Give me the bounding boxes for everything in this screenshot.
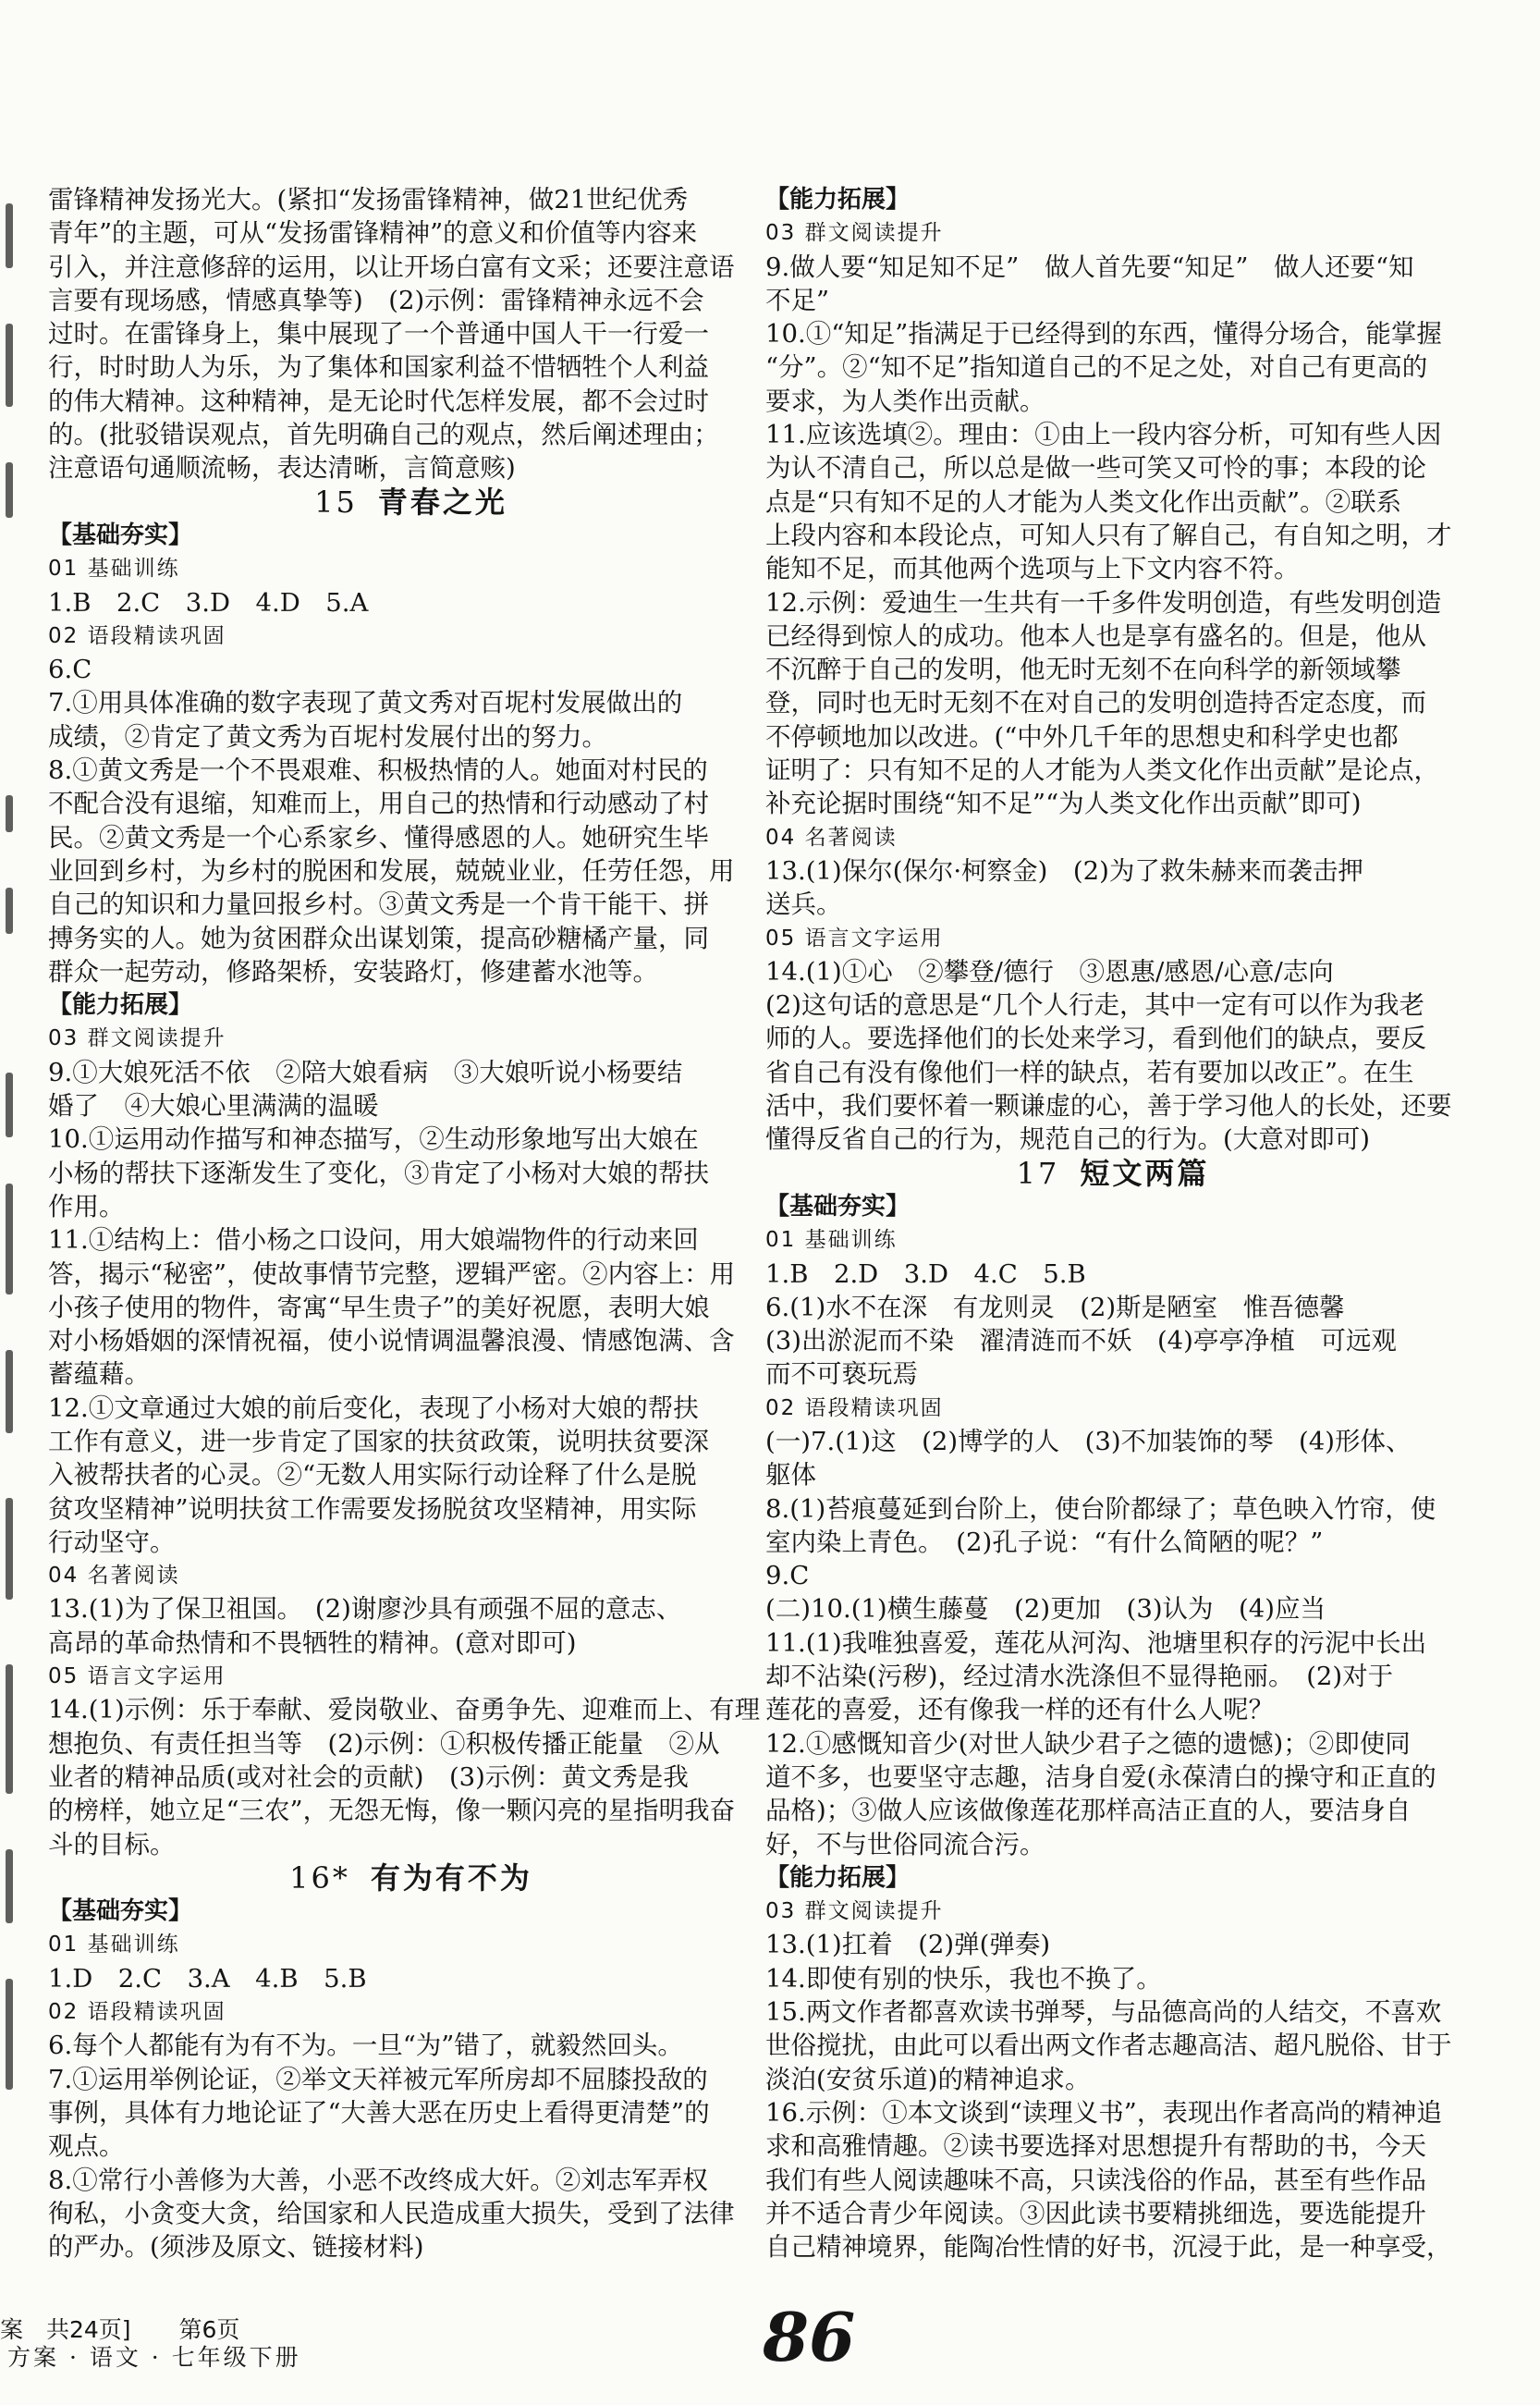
text-line: 能知不足，而其他两个选项与上下文内容不符。 bbox=[765, 554, 1300, 584]
text-line: 14.(1)示例：乐于奉献、爱岗敬业、奋勇争先、迎难而上、有理 bbox=[48, 1695, 761, 1725]
text-line: 14.即使有别的快乐，我也不换了。 bbox=[765, 1963, 1162, 1994]
text-line: 群众一起劳动，修路架桥，安装路灯，修建蓄水池等。 bbox=[48, 956, 658, 987]
text-line: 却不沾染(污秽)，经过清水洗涤但不显得艳丽。 (2)对于 bbox=[765, 1662, 1394, 1692]
text-line: 12.①感慨知音少(对世人缺少君子之德的遗憾)；②即使同 bbox=[765, 1728, 1411, 1759]
text-line: 登，同时也无时无刻不在对自己的发明创造持否定态度，而 bbox=[765, 688, 1426, 718]
subsection-label: 03 群文阅读提升 bbox=[765, 1899, 944, 1924]
text-line: 8.①黄文秀是一个不畏艰难、积极热情的人。她面对村民的 bbox=[48, 755, 708, 786]
text-line: “分”。②“知不足”指知道自己的不足之处，对自己有更高的 bbox=[765, 352, 1428, 383]
text-line: 行动坚守。 bbox=[48, 1527, 176, 1557]
text-line: 我们有些人阅读趣味不高，只读浅俗的作品，甚至有些作品 bbox=[765, 2165, 1426, 2195]
text-line: 12.示例：爱迪生一生共有一千多件发明创造，有些发明创造 bbox=[765, 587, 1442, 618]
text-line: 7.①运用举例论证，②举文天祥被元军所房却不屈膝投敌的 bbox=[48, 2064, 708, 2094]
text-line: 想抱负、有责任担当等 (2)示例：①积极传播正能量 ②从 bbox=[48, 1728, 720, 1759]
text-line: 观点。 bbox=[48, 2131, 125, 2162]
text-line: 的伟大精神。这种精神，是无论时代怎样发展，都不会过时 bbox=[48, 386, 709, 416]
lesson-number: 17 bbox=[1016, 1156, 1060, 1190]
text-line: 不配合没有退缩，知难而上，用自己的热情和行动感动了村 bbox=[48, 789, 709, 819]
text-line: 青年”的主题，可从“发扬雷锋精神”的意义和价值等内容来 bbox=[48, 218, 698, 249]
text-line: 作用。 bbox=[48, 1191, 125, 1221]
subsection-label: 03 群文阅读提升 bbox=[765, 221, 944, 246]
text-line: 15.两文作者都喜欢读书弹琴，与品德高尚的人结交，不喜欢 bbox=[765, 1997, 1442, 2028]
lesson-15-title bbox=[48, 485, 774, 519]
text-line: 贫攻坚精神”说明扶贫工作需要发扬脱贫攻坚精神，用实际 bbox=[48, 1493, 697, 1524]
text-line: 6.每个人都能有为有不为。一旦“为”错了，就毅然回头。 bbox=[48, 2031, 683, 2061]
text-line: 9.C bbox=[765, 1561, 810, 1591]
subsection-label: 04 名著阅读 bbox=[765, 825, 898, 850]
subsection-label: 02 语段精读巩固 bbox=[48, 2000, 226, 2025]
text-line: 上段内容和本段论点，可知人只有了解自己，有自知之明，才 bbox=[765, 520, 1452, 550]
subsection-label: 02 语段精读巩固 bbox=[765, 1395, 944, 1420]
text-line: 品格)；③做人应该做像莲花那样高洁正直的人，要洁身自 bbox=[765, 1796, 1412, 1826]
text-line: 11.(1)我唯独喜爱，莲花从河沟、池塘里积存的污泥中长出 bbox=[765, 1627, 1427, 1658]
text-line: 13.(1)扛着 (2)弹(弹奏) bbox=[765, 1930, 1051, 1960]
text-line: 入被帮扶者的心灵。②“无数人用实际行动诠释了什么是脱 bbox=[48, 1460, 697, 1491]
text-line: 而不可亵玩焉 bbox=[765, 1359, 918, 1390]
text-line: 言要有现场感，情感真挚等) (2)示例：雷锋精神永远不会 bbox=[48, 285, 704, 315]
text-line: 11.①结构上：借小杨之口设问，用大娘端物件的行动来回 bbox=[48, 1225, 699, 1256]
text-line: 不沉醉于自己的发明，他无时无刻不在向科学的新领域攀 bbox=[765, 655, 1401, 685]
text-line: 蓄蕴藉。 bbox=[48, 1359, 150, 1390]
text-line: 世俗搅扰，由此可以看出两文作者志趣高洁、超凡脱俗、甘于 bbox=[765, 2031, 1452, 2061]
subsection-label: 05 语言文字运用 bbox=[48, 1664, 226, 1689]
text-line: 对小杨婚姻的深情祝福，使小说情调温馨浪漫、情感饱满、含 bbox=[48, 1326, 735, 1356]
section-heading: 【基础夯实】 bbox=[48, 1897, 193, 1926]
footer-total-pages: 案 共24页] bbox=[0, 2316, 131, 2343]
text-line: 雷锋精神发扬光大。(紧扣“发扬雷锋精神，做21世纪优秀 bbox=[48, 185, 689, 215]
lesson-name: 短文两篇 bbox=[1080, 1156, 1210, 1190]
text-line: 要求，为人类作出贡献。 bbox=[765, 386, 1045, 416]
text-line: 答，揭示“秘密”，使故事情节完整，逻辑严密。②内容上：用 bbox=[48, 1258, 736, 1289]
text-line: 徇私，小贪变大贪，给国家和人民造成重大损失，受到了法律 bbox=[48, 2198, 735, 2228]
text-line: 业者的精神品质(或对社会的贡献) (3)示例：黄文秀是我 bbox=[48, 1761, 689, 1792]
text-line: 12.①文章通过大娘的前后变化，表现了小杨对大娘的帮扶 bbox=[48, 1393, 699, 1423]
text-line: (3)出淤泥而不染 濯清涟而不妖 (4)亭亭净植 可远观 bbox=[765, 1326, 1397, 1356]
text-line: 已经得到惊人的成功。他本人也是享有盛名的。但是，他从 bbox=[765, 620, 1426, 651]
footer-book-title: 方案 · 语文 · 七年级下册 bbox=[7, 2344, 301, 2371]
text-line: 师的人。要选择他们的长处来学习，看到他们的缺点，要反 bbox=[765, 1024, 1426, 1054]
choice-answers: 1.D 2.C 3.A 4.B 5.B bbox=[48, 1963, 367, 1994]
subsection-label: 01 基础训练 bbox=[48, 1933, 180, 1957]
text-line: 求和高雅情趣。②读书要选择对思想提升有帮助的书，今天 bbox=[765, 2131, 1426, 2162]
text-line: 行，时时助人为乐，为了集体和国家利益不惜牺牲个人利益 bbox=[48, 352, 709, 383]
lesson-number: 15 bbox=[314, 485, 358, 519]
choice-answers: 1.B 2.D 3.D 4.C 5.B bbox=[765, 1258, 1086, 1289]
text-line: 成绩，②肯定了黄文秀为百坭村发展付出的努力。 bbox=[48, 721, 607, 752]
text-line: 躯体 bbox=[765, 1460, 816, 1491]
text-line: 证明了：只有知不足的人才能为人类文化作出贡献”是论点， bbox=[765, 755, 1440, 786]
text-line: 注意语句通顺流畅，表达清晰，言简意赅) bbox=[48, 453, 516, 484]
text-line: 民。②黄文秀是一个心系家乡、懂得感恩的人。她研究生毕 bbox=[48, 822, 709, 853]
text-line: 8.(1)苔痕蔓延到台阶上，使台阶都绿了；草色映入竹帘，使 bbox=[765, 1493, 1436, 1524]
text-line: 懂得反省自己的行为，规范自己的行为。(大意对即可) bbox=[765, 1124, 1370, 1155]
text-line: 并不适合青少年阅读。③因此读书要精挑细选，要选能提升 bbox=[765, 2198, 1426, 2228]
text-line: 10.①运用动作描写和神态描写，②生动形象地写出大娘在 bbox=[48, 1124, 699, 1155]
text-line: 的严办。(须涉及原文、链接材料) bbox=[48, 2232, 424, 2263]
text-line: 为认不清自己，所以总是做一些可笑又可怜的事；本段的论 bbox=[765, 453, 1426, 484]
text-line: 高昂的革命热情和不畏牺牲的精神。(意对即可) bbox=[48, 1627, 577, 1658]
text-line: 自己的知识和力量回报乡村。③黄文秀是一个肯干能干、拼 bbox=[48, 890, 709, 920]
text-line: 11.应该选填②。理由：①由上一段内容分析，可知有些人因 bbox=[765, 420, 1442, 450]
subsection-label: 04 名著阅读 bbox=[48, 1564, 180, 1589]
text-line: 13.(1)保尔(保尔·柯察金) (2)为了救朱赫来而袭击押 bbox=[765, 855, 1363, 886]
text-line: 6.C bbox=[48, 655, 92, 685]
text-line: 事例，具体有力地论证了“大善大恶在历史上看得更清楚”的 bbox=[48, 2097, 710, 2128]
text-line: 工作有意义，进一步肯定了国家的扶贫政策，说明扶贫要深 bbox=[48, 1426, 709, 1456]
text-line: 16.示例：①本文谈到“读理义书”，表现出作者高尚的精神追 bbox=[765, 2097, 1442, 2128]
text-line: 好，不与世俗同流合污。 bbox=[765, 1829, 1045, 1859]
section-heading: 【能力拓展】 bbox=[48, 991, 193, 1020]
text-line: 补充论据时围绕“知不足”“为人类文化作出贡献”即可) bbox=[765, 789, 1362, 819]
continued-answer bbox=[48, 183, 774, 485]
section-heading: 【能力拓展】 bbox=[765, 1863, 911, 1892]
text-line: 室内染上青色。 (2)孔子说：“有什么简陋的呢？” bbox=[765, 1527, 1324, 1557]
text-line: (2)这句话的意思是“几个人行走，其中一定有可以作为我老 bbox=[765, 990, 1425, 1021]
text-line: 6.(1)水不在深 有龙则灵 (2)斯是陋室 惟吾德馨 bbox=[765, 1292, 1345, 1322]
text-line: 小杨的帮扶下逐渐发生了变化，③肯定了小杨对大娘的帮扶 bbox=[48, 1158, 709, 1188]
subsection-label: 03 群文阅读提升 bbox=[48, 1026, 226, 1051]
subsection-label: 01 基础训练 bbox=[765, 1228, 898, 1253]
text-line: 活中，我们要怀着一颗谦虚的心，善于学习他人的长处，还要 bbox=[765, 1091, 1452, 1122]
binding-edge bbox=[0, 185, 24, 2145]
section-heading: 【基础夯实】 bbox=[48, 521, 193, 549]
text-line: 7.①用具体准确的数字表现了黄文秀对百坭村发展做出的 bbox=[48, 688, 683, 718]
choice-answers: 1.B 2.C 3.D 4.D 5.A bbox=[48, 587, 369, 618]
lesson-name: 青春之光 bbox=[377, 485, 507, 519]
text-line: 自己精神境界，能陶冶性情的好书，沉浸于此，是一种享受， bbox=[765, 2232, 1452, 2263]
text-line: 的榜样，她立足“三农”，无怨无悔，像一颗闪亮的星指明我奋 bbox=[48, 1796, 736, 1826]
text-line: 的。(批驳错误观点，首先明确自己的观点，然后阐述理由； bbox=[48, 420, 719, 450]
footer-current-page: 第6页 bbox=[178, 2316, 240, 2343]
text-line: 搏务实的人。她为贫困群众出谋划策，提高砂糖橘产量，同 bbox=[48, 923, 709, 953]
section-heading: 【能力拓展】 bbox=[765, 186, 911, 214]
text-line: 9.①大娘死活不依 ②陪大娘看病 ③大娘听说小杨要结 bbox=[48, 1057, 683, 1087]
text-line: (一)7.(1)这 (2)博学的人 (3)不加装饰的琴 (4)形体、 bbox=[765, 1426, 1412, 1456]
lesson-16-title bbox=[48, 1861, 774, 1895]
subsection-label: 05 语言文字运用 bbox=[765, 926, 944, 951]
text-line: 9.做人要“知足知不足” 做人首先要“知足” 做人还要“知 bbox=[765, 252, 1414, 282]
section-heading: 【基础夯实】 bbox=[765, 1192, 911, 1221]
page-number: 86 bbox=[763, 2298, 856, 2376]
text-line: 道不多，也要坚守志趣，洁身自爱(永葆清白的操守和正直的 bbox=[765, 1761, 1436, 1792]
left-column bbox=[48, 183, 774, 2264]
text-line: 省自己有没有像他们一样的缺点，若有要加以改正”。在生 bbox=[765, 1057, 1414, 1087]
text-line: 不足” bbox=[765, 285, 830, 315]
lesson-name: 有为有不为 bbox=[370, 1860, 532, 1896]
text-line: 淡泊(安贫乐道)的精神追求。 bbox=[765, 2064, 1091, 2094]
subsection-label: 01 基础训练 bbox=[48, 557, 180, 582]
text-line: 13.(1)为了保卫祖国。 (2)谢廖沙具有顽强不屈的意志、 bbox=[48, 1594, 682, 1625]
text-line: 点是“只有知不足的人才能为人类文化作出贡献”。②联系 bbox=[765, 486, 1402, 517]
text-line: 送兵。 bbox=[765, 890, 842, 920]
text-line: 莲花的喜爱，还有像我一样的还有什么人呢？ bbox=[765, 1695, 1274, 1725]
right-column bbox=[765, 183, 1461, 2264]
text-line: 14.(1)①心 ②攀登/德行 ③恩惠/感恩/心意/志向 bbox=[765, 956, 1334, 987]
text-line: 婚了 ④大娘心里满满的温暖 bbox=[48, 1091, 379, 1122]
text-line: 不停顿地加以改进。(“中外几千年的思想史和科学史也都 bbox=[765, 721, 1399, 752]
lesson-number: 16* bbox=[289, 1860, 350, 1896]
text-line: 引入，并注意修辞的运用，以让开场白富有文采；还要注意语 bbox=[48, 252, 735, 282]
lesson-17-title bbox=[765, 1157, 1461, 1190]
text-line: 斗的目标。 bbox=[48, 1829, 176, 1859]
text-line: (二)10.(1)横生藤蔓 (2)更加 (3)认为 (4)应当 bbox=[765, 1594, 1326, 1625]
text-line: 业回到乡村，为乡村的脱困和发展，兢兢业业，任劳任怨，用 bbox=[48, 855, 735, 886]
subsection-label: 02 语段精读巩固 bbox=[48, 623, 226, 648]
text-line: 8.①常行小善修为大善，小恶不改终成大奸。②刘志军弄权 bbox=[48, 2165, 708, 2195]
text-line: 过时。在雷锋身上，集中展现了一个普通中国人干一行爱一 bbox=[48, 319, 709, 350]
text-line: 小孩子使用的物件，寄寓“早生贵子”的美好祝愿，表明大娘 bbox=[48, 1292, 710, 1322]
text-line: 10.①“知足”指满足于已经得到的东西，懂得分场合，能掌握 bbox=[765, 319, 1442, 350]
